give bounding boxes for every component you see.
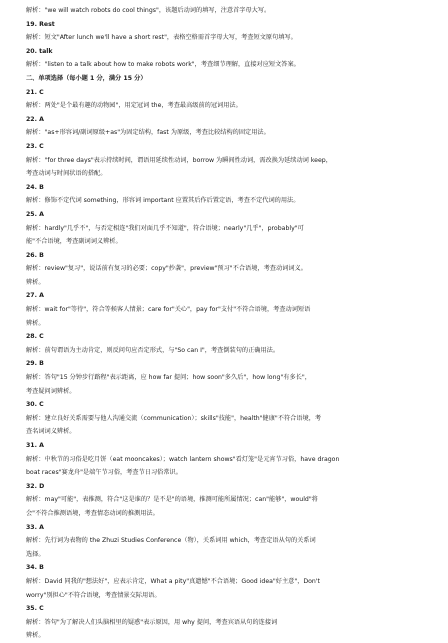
text-line: 24. B xyxy=(26,183,44,191)
text-line: 26. B xyxy=(26,251,44,259)
text-line: 解析："we will watch robots do cool things"，该题后动词的填写，注意首字母大写。 xyxy=(26,7,271,14)
text-line: 解析："for three days"表示持续时间，谓语用延续性动词，borrow 为瞬间性动词，需改换为延续动词 keep， xyxy=(26,156,332,164)
text-line: 解析：两处"是个最有趣的动物园"，用定冠词 the，考查最高级前的冠词用法。 xyxy=(26,102,242,110)
text-line: 解析：wait for"等待"，符合等候客人情景；care for"关心"，pay for"支付"不符合语境，考查动词短语 xyxy=(26,306,311,314)
text-line: 考查动词与时间状语的搭配。 xyxy=(26,170,107,178)
text-line: 解析：David 同我的"想法好"，应表示肯定，What a pity"真遗憾"不合语境；Good idea"好主意"，Don't xyxy=(26,577,320,585)
text-line: 30. C xyxy=(26,401,44,409)
text-line: 32. D xyxy=(26,482,45,490)
text-line: 辨析。 xyxy=(26,632,45,640)
text-line: 二、单项选择（每小题 1 分，满分 15 分） xyxy=(26,74,147,82)
text-line: 解析：答句"15 分钟步行路程"表示距离，应 how far 提问；how soon"多久后"，how long"有多长"， xyxy=(26,374,311,382)
text-line: 28. C xyxy=(26,333,44,341)
text-line: 解析："listen to a talk about how to make robots work"，考查细节理解，直接对应短文答案。 xyxy=(26,61,300,69)
text-line: 31. A xyxy=(26,442,44,449)
text-line: 21. C xyxy=(26,88,44,96)
text-line: 解析：修饰不定代词 something，形容词 important 应置其后作后置定语，考查不定代词的用法。 xyxy=(26,197,300,205)
text-line: 22. A xyxy=(26,115,44,123)
text-line: 解析：答句"为了解决人们头脑相里的疑惑"表示原因，用 why 提问，考查宾语从句的连接词 xyxy=(26,618,278,626)
text-line: 解析：先行词为表物的 the Zhuzi Studies Conference（物），关系词用 which，考查定语从句的关系词 xyxy=(26,537,316,545)
text-line: 解析：前句谓语为主动肯定，则反问句应否定形式，与"So can I"，考查倒装句的正确用法。 xyxy=(26,346,280,354)
text-line: 解析：短文"After lunch we'll have a short rest"，表格空格需首字母大写，考查短文原句填写。 xyxy=(26,34,297,42)
text-line: 20. talk xyxy=(26,47,53,55)
text-line: 查名词词义辨析。 xyxy=(26,428,76,436)
text-line: 会"不符合推测语境，考查情态动词的推测用法。 xyxy=(26,509,159,517)
text-line: 23. C xyxy=(26,142,44,150)
text-line: 19. Rest xyxy=(26,20,55,28)
text-line: 27. A xyxy=(26,292,44,300)
text-line: 25. A xyxy=(26,210,44,218)
text-line: 35. C xyxy=(26,605,44,613)
text-line: 辨析。 xyxy=(26,319,45,327)
text-line: 34. B xyxy=(26,564,44,572)
text-line: 解析：hardly"几乎不"，与否定相连"我们对面几乎不知道"，符合语境；nearly"几乎"，probably"可 xyxy=(26,224,304,232)
text-line: 解析："as+形容词/副词原级+as"为固定结构，fast 为原级，考查比较结构的固定用法。 xyxy=(26,129,270,137)
text-line: 考查疑问词辨析。 xyxy=(26,387,76,395)
text-line: 解析：建立良好关系需要与他人沟通交流（communication）；skills"技能"，health"健康"不符合语境，考 xyxy=(26,414,322,422)
text-line: boat races"赛龙舟"是端午节习俗，考查节日习俗常识。 xyxy=(26,469,182,477)
text-line: 能"不合语境，考查副词词义辨析。 xyxy=(26,238,122,246)
text-line: 解析：review"复习"，说话前有复习的必要；copy"抄袭"，preview"预习"不合语境，考查动词词义。 xyxy=(26,265,307,273)
text-line: 解析：中秋节的习俗是吃月饼（eat mooncakes）；watch lantern shows"看灯笼"是元宵节习俗，have dragon xyxy=(26,455,340,463)
text-line: 解析：may"可能"，表推测，符合"这是谁的？是不是"的语境，推测可能所属情况；can"能够"，would"将 xyxy=(26,496,318,504)
text-line: worry"别担心"不符合语境，考查情景交际用语。 xyxy=(26,591,161,599)
text-line: 33. A xyxy=(26,523,44,531)
text-line: 选择。 xyxy=(26,550,45,558)
text-line: 辨析。 xyxy=(26,278,45,286)
text-line: 29. B xyxy=(26,360,44,368)
